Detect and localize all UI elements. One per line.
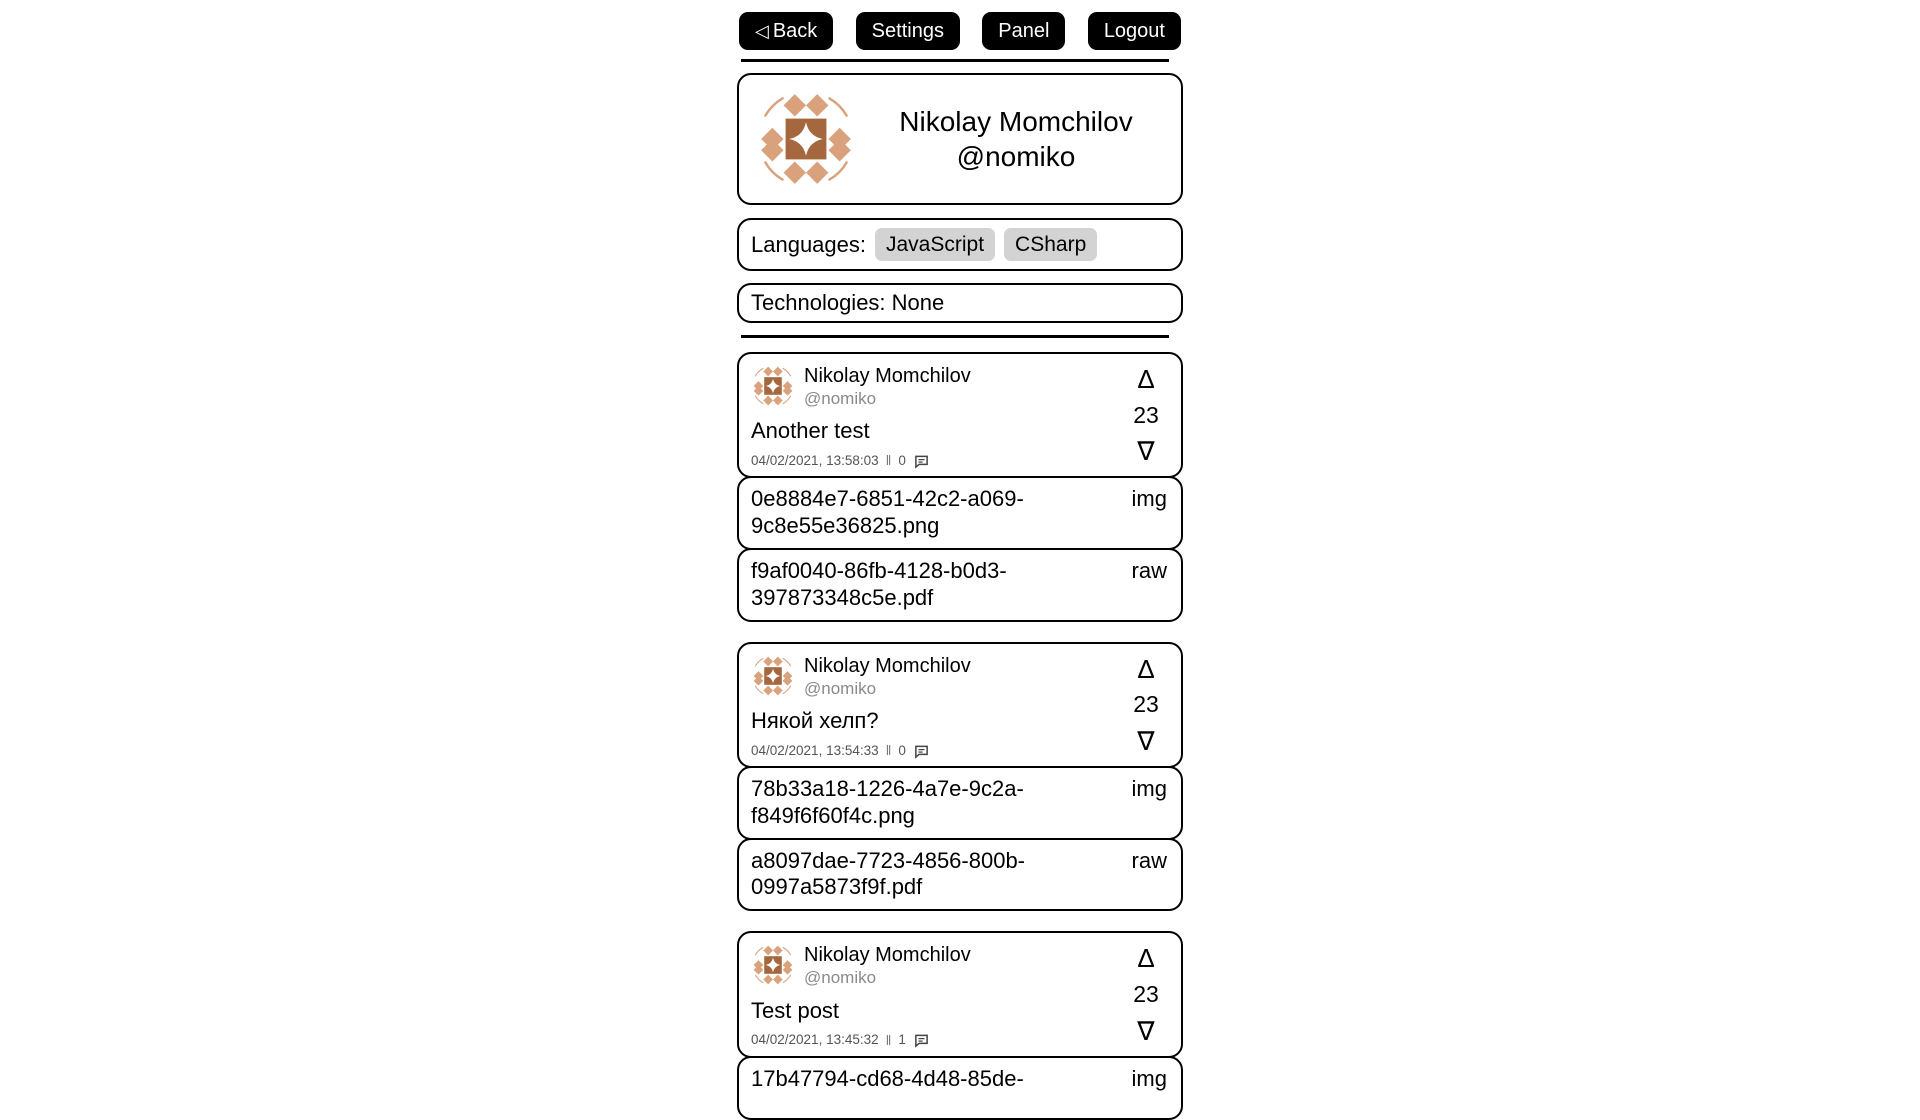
language-badge-javascript: JavaScript [875,228,995,261]
post-meta [751,742,1125,758]
comment-icon [914,1033,929,1048]
downvote-button[interactable]: ∇ [1137,436,1155,467]
vote-count: 23 [1133,691,1159,718]
comment-icon [914,454,929,469]
post-author-name: Nikolay Momchilov [804,654,971,677]
attachment-filename: 17b47794-cd68-4d48-85de- [751,1065,1024,1091]
vote-column [1125,654,1167,758]
attachment-filename: f9af0040-86fb-4128-b0d3-397873348c5e.pdf [751,558,1007,610]
profile-handle: @nomiko [956,141,1076,172]
settings-button[interactable]: Settings [856,12,960,50]
post-author-handle: @nomiko [804,968,877,988]
post-author-name: Nikolay Momchilov [804,944,971,967]
attachment-filename: a8097dae-7723-4856-800b-0997a5873f9f.pdf [751,847,1026,900]
profile-card [737,73,1183,205]
divider-posts [741,335,1169,338]
attachment-type-label: img [1131,1065,1167,1091]
meta-separator: ‖ [885,742,892,758]
post-author-avatar [751,364,795,408]
post-author-block [804,654,971,699]
post-header [751,364,1125,409]
attachment-row[interactable] [737,838,1183,912]
meta-separator: ‖ [885,452,892,469]
post-group-1 [737,352,1183,622]
comment-icon [914,744,929,759]
upvote-button[interactable]: Δ [1137,653,1155,684]
post-group-2 [737,642,1183,912]
post-title: Test post [751,997,840,1023]
post-author-handle: @nomiko [804,389,877,409]
profile-name: Nikolay Momchilov [899,106,1133,137]
post-card[interactable] [737,931,1183,1057]
attachment-filename: 0e8884e7-6851-42c2-a069-9c8e55e36825.png [751,486,1024,539]
post-main [751,364,1125,468]
post-timestamp: 04/02/2021, 13:45:32 [751,1032,879,1048]
post-author-avatar [751,654,795,698]
technologies-label: Technologies: [751,290,886,316]
attachment-type-label: img [1131,776,1167,801]
post-main [751,943,1125,1047]
upvote-button[interactable]: Δ [1137,943,1155,974]
post-title: Another test [751,418,870,444]
post-author-block [804,364,971,409]
post-meta [751,452,1125,468]
vote-count: 23 [1133,980,1159,1007]
post-group-3 [737,931,1183,1119]
post-header [751,943,1125,988]
downvote-button[interactable]: ∇ [1137,726,1155,756]
back-button[interactable] [739,12,833,50]
post-author-handle: @nomiko [804,678,877,698]
attachment-row[interactable] [737,548,1183,622]
attachment-type-label: img [1131,486,1167,512]
technologies-card [737,283,1183,323]
attachment-type-label: raw [1131,558,1167,584]
post-author-name: Nikolay Momchilov [804,365,971,388]
post-main [751,654,1125,758]
post-title: Някой хелп? [751,708,879,733]
languages-card [737,218,1183,271]
profile-avatar [755,88,857,190]
post-author-avatar [751,943,795,987]
top-nav [739,12,1181,50]
divider-top [741,59,1169,62]
attachment-row[interactable] [737,476,1183,550]
attachment-row[interactable] [737,766,1183,840]
profile-page [737,0,1183,1120]
upvote-button[interactable]: Δ [1137,364,1155,395]
post-timestamp: 04/02/2021, 13:54:33 [751,742,879,758]
technologies-value: None [891,290,945,316]
downvote-button[interactable]: ∇ [1137,1015,1155,1046]
post-card[interactable] [737,642,1183,768]
vote-column [1125,364,1167,468]
meta-separator: ‖ [885,1031,892,1048]
technologies-text [751,290,944,316]
logout-button[interactable]: Logout [1088,12,1181,50]
post-author-block [804,943,971,988]
comment-count: 1 [898,1032,906,1048]
language-badge-csharp: CSharp [1004,228,1097,261]
panel-button[interactable]: Panel [982,12,1065,50]
post-header [751,654,1125,699]
profile-name-block [867,104,1165,174]
comment-count: 0 [898,742,906,758]
back-arrow-icon: ◁ [755,21,769,41]
attachment-type-label: raw [1131,847,1167,873]
languages-label: Languages: [751,231,866,257]
vote-column [1125,943,1167,1047]
attachment-row[interactable] [737,1056,1183,1120]
comment-count: 0 [898,452,906,468]
attachment-filename: 78b33a18-1226-4a7e-9c2a-f849f6f60f4c.png [751,776,1024,828]
post-timestamp: 04/02/2021, 13:58:03 [751,452,879,468]
back-button-label: Back [772,20,818,42]
post-card[interactable] [737,352,1183,478]
vote-count: 23 [1133,401,1159,428]
post-meta [751,1032,1125,1048]
